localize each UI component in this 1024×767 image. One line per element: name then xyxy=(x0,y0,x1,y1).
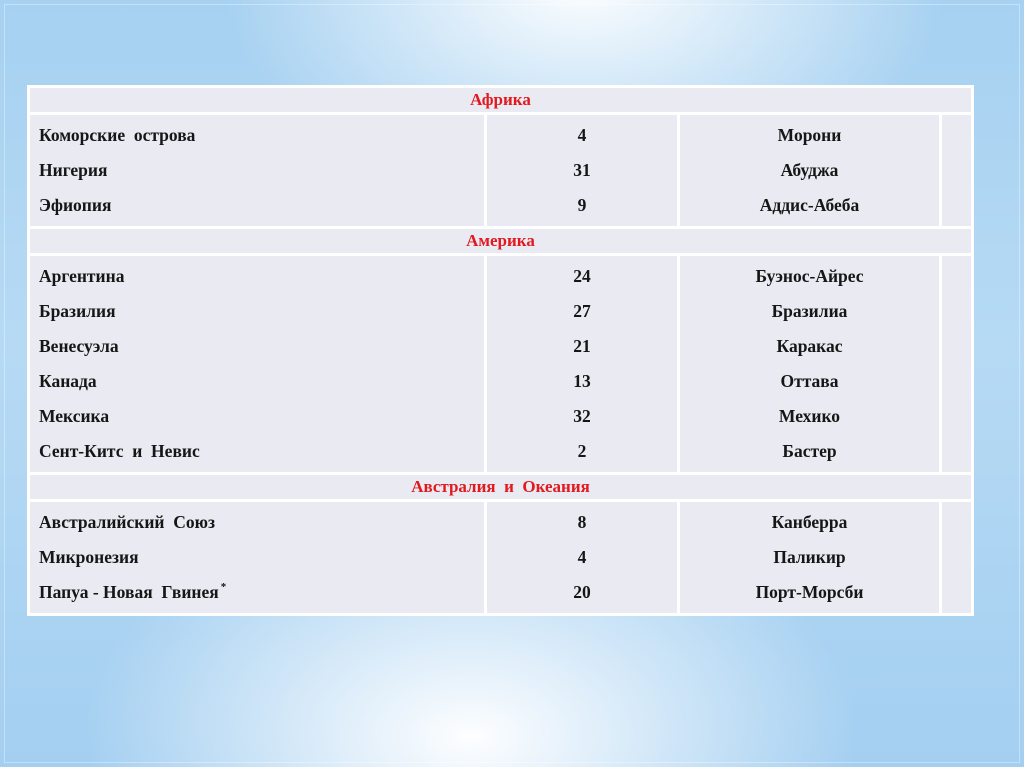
capital-name: Канберра xyxy=(771,512,848,532)
capital-column-cell xyxy=(680,256,939,472)
empty-column-cell xyxy=(942,256,971,472)
country-name-text: Микронезия xyxy=(39,547,139,567)
country-column-cell xyxy=(30,502,484,613)
country-value: 4 xyxy=(577,547,587,567)
country-name-text: Канада xyxy=(39,371,97,391)
country-name xyxy=(30,505,484,540)
country-value: 24 xyxy=(573,266,591,286)
country-value: 4 xyxy=(577,125,587,145)
country-name-text: Коморские острова xyxy=(39,125,196,145)
country-name-text: Эфиопия xyxy=(39,195,112,215)
capital-name: Паликир xyxy=(773,547,846,567)
country-name-text: Аргентина xyxy=(39,266,125,286)
continent-title: Африка xyxy=(470,90,531,109)
country-name xyxy=(30,118,484,153)
country-name xyxy=(30,294,484,329)
country-name xyxy=(30,540,484,575)
continent-body-row xyxy=(30,502,971,613)
country-value: 9 xyxy=(577,195,587,215)
country-value: 27 xyxy=(573,301,591,321)
country-name-text: Папуа - Новая Гвинея xyxy=(39,582,219,602)
country-name-text: Нигерия xyxy=(39,160,108,180)
capital-name: Морони xyxy=(777,125,842,145)
country-value: 20 xyxy=(573,582,591,602)
capital-name: Каракас xyxy=(776,336,843,356)
country-name: Папуа - Новая Гвинея * xyxy=(39,580,227,602)
country-name xyxy=(30,434,484,469)
country-name xyxy=(30,399,484,434)
value-column-cell xyxy=(487,502,677,613)
capital-name: Абуджа xyxy=(780,160,839,180)
country-column-cell xyxy=(30,256,484,472)
capital-name: Аддис-Абеба xyxy=(759,195,860,215)
country-name xyxy=(30,364,484,399)
capital-column-cell xyxy=(680,502,939,613)
country-name-text: Венесуэла xyxy=(39,336,119,356)
continent-title: Австралия и Океания xyxy=(411,477,590,496)
capital-name: Бразилиа xyxy=(771,301,848,321)
empty-column-cell xyxy=(942,502,971,613)
continent-body-row xyxy=(30,115,971,226)
country-value: 2 xyxy=(577,441,587,461)
value-column-cell xyxy=(487,115,677,226)
capital-column-cell xyxy=(680,115,939,226)
country-name xyxy=(30,153,484,188)
continent-header-row xyxy=(30,229,971,253)
capital-name: Бастер xyxy=(782,441,837,461)
country-value: 13 xyxy=(573,371,591,391)
country-name xyxy=(30,259,484,294)
continents-capitals-table xyxy=(27,85,974,616)
country-name xyxy=(30,329,484,364)
country-value: 21 xyxy=(573,336,591,356)
country-value: 8 xyxy=(577,512,587,532)
country-value: 32 xyxy=(573,406,591,426)
country-name-text: Сент-Китс и Невис xyxy=(39,441,200,461)
country-name-text: Австралийский Союз xyxy=(39,512,216,532)
capital-name: Мехико xyxy=(778,406,841,426)
empty-column-cell xyxy=(942,115,971,226)
country-value: 31 xyxy=(573,160,591,180)
continent-header-row xyxy=(30,88,971,112)
continent-title: Америка xyxy=(466,231,535,250)
continent-body-row xyxy=(30,256,971,472)
country-name-text: Бразилия xyxy=(39,301,116,321)
capital-name: Порт-Морсби xyxy=(755,582,864,602)
country-name xyxy=(30,188,484,223)
continent-header-row xyxy=(30,475,971,499)
value-column-cell xyxy=(487,256,677,472)
capital-name: Буэнос-Айрес xyxy=(755,266,864,286)
capital-name: Оттава xyxy=(780,371,839,391)
country-name-text: Мексика xyxy=(39,406,110,426)
country-column-cell xyxy=(30,115,484,226)
